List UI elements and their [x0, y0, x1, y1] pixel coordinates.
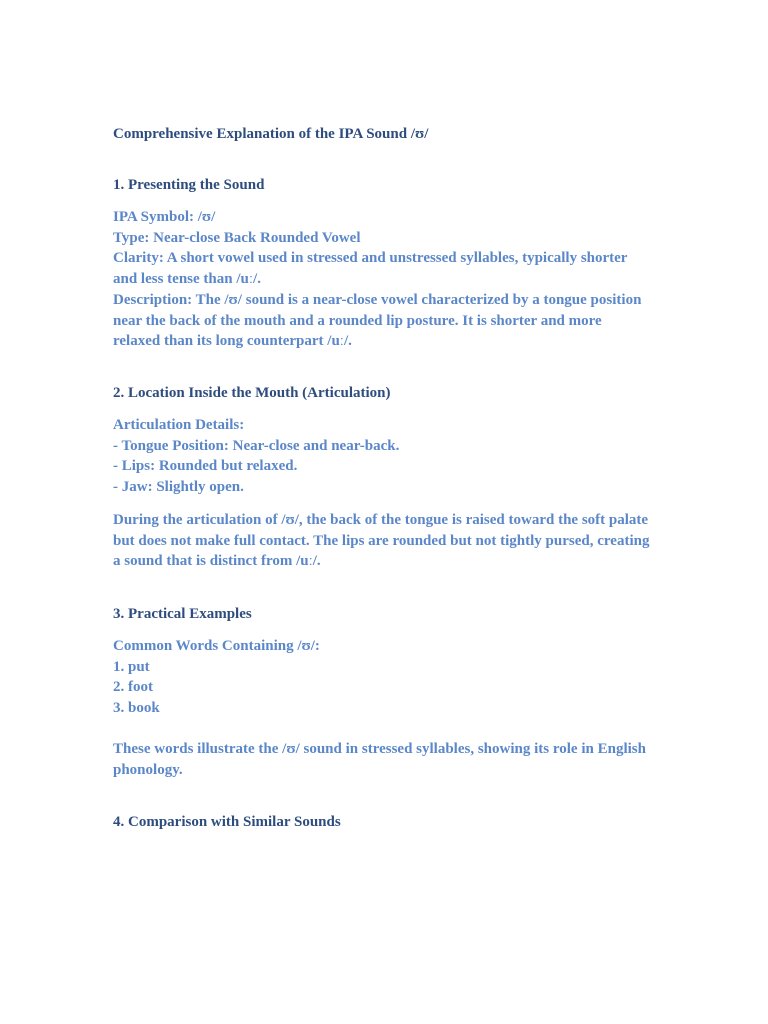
paragraph-line: phonology.	[113, 761, 183, 778]
list-item: - Jaw: Slightly open.	[113, 479, 244, 496]
articulation-details-label: Articulation Details:	[113, 417, 245, 433]
paragraph-line: a sound that is distinct from /uː/.	[113, 553, 321, 570]
paragraph-line: These words illustrate the /ʊ/ sound in stressed syllables, showing its role in English	[113, 741, 646, 757]
examples-paragraph	[113, 739, 658, 780]
sound-overview-block	[113, 207, 658, 352]
ipa-symbol-line: IPA Symbol: /ʊ/	[113, 209, 216, 225]
examples-list-block	[113, 636, 658, 719]
description-line: relaxed than its long counterpart /uː/.	[113, 333, 352, 350]
section-heading-presenting: 1. Presenting the Sound	[113, 177, 265, 193]
articulation-details-block	[113, 415, 658, 498]
paragraph-line: but does not make full contact. The lips are rounded but not tightly pursed, creating	[113, 532, 650, 549]
document-title: Comprehensive Explanation of the IPA Sound /ʊ/	[113, 126, 429, 142]
list-item: 3. book	[113, 700, 160, 717]
list-item: 1. put	[113, 658, 150, 675]
articulation-paragraph	[113, 510, 658, 572]
description-line: Description: The /ʊ/ sound is a near-close vowel characterized by a tongue position	[113, 291, 642, 308]
list-item: - Lips: Rounded but relaxed.	[113, 458, 298, 475]
paragraph-line: During the articulation of /ʊ/, the back of the tongue is raised toward the soft palate	[113, 512, 649, 528]
list-item: 2. foot	[113, 679, 153, 696]
section-heading-examples: 3. Practical Examples	[113, 606, 252, 622]
description-line: near the back of the mouth and a rounded lip posture. It is shorter and more	[113, 312, 602, 329]
examples-list-label: Common Words Containing /ʊ/:	[113, 638, 320, 654]
section-heading-comparison: 4. Comparison with Similar Sounds	[113, 814, 341, 830]
clarity-line: Clarity: A short vowel used in stressed and unstressed syllables, typically shorter	[113, 250, 628, 267]
section-heading-articulation: 2. Location Inside the Mouth (Articulation)	[113, 385, 391, 401]
clarity-line: and less tense than /uː/.	[113, 271, 261, 288]
type-line: Type: Near-close Back Rounded Vowel	[113, 229, 361, 246]
list-item: - Tongue Position: Near-close and near-back.	[113, 437, 400, 454]
